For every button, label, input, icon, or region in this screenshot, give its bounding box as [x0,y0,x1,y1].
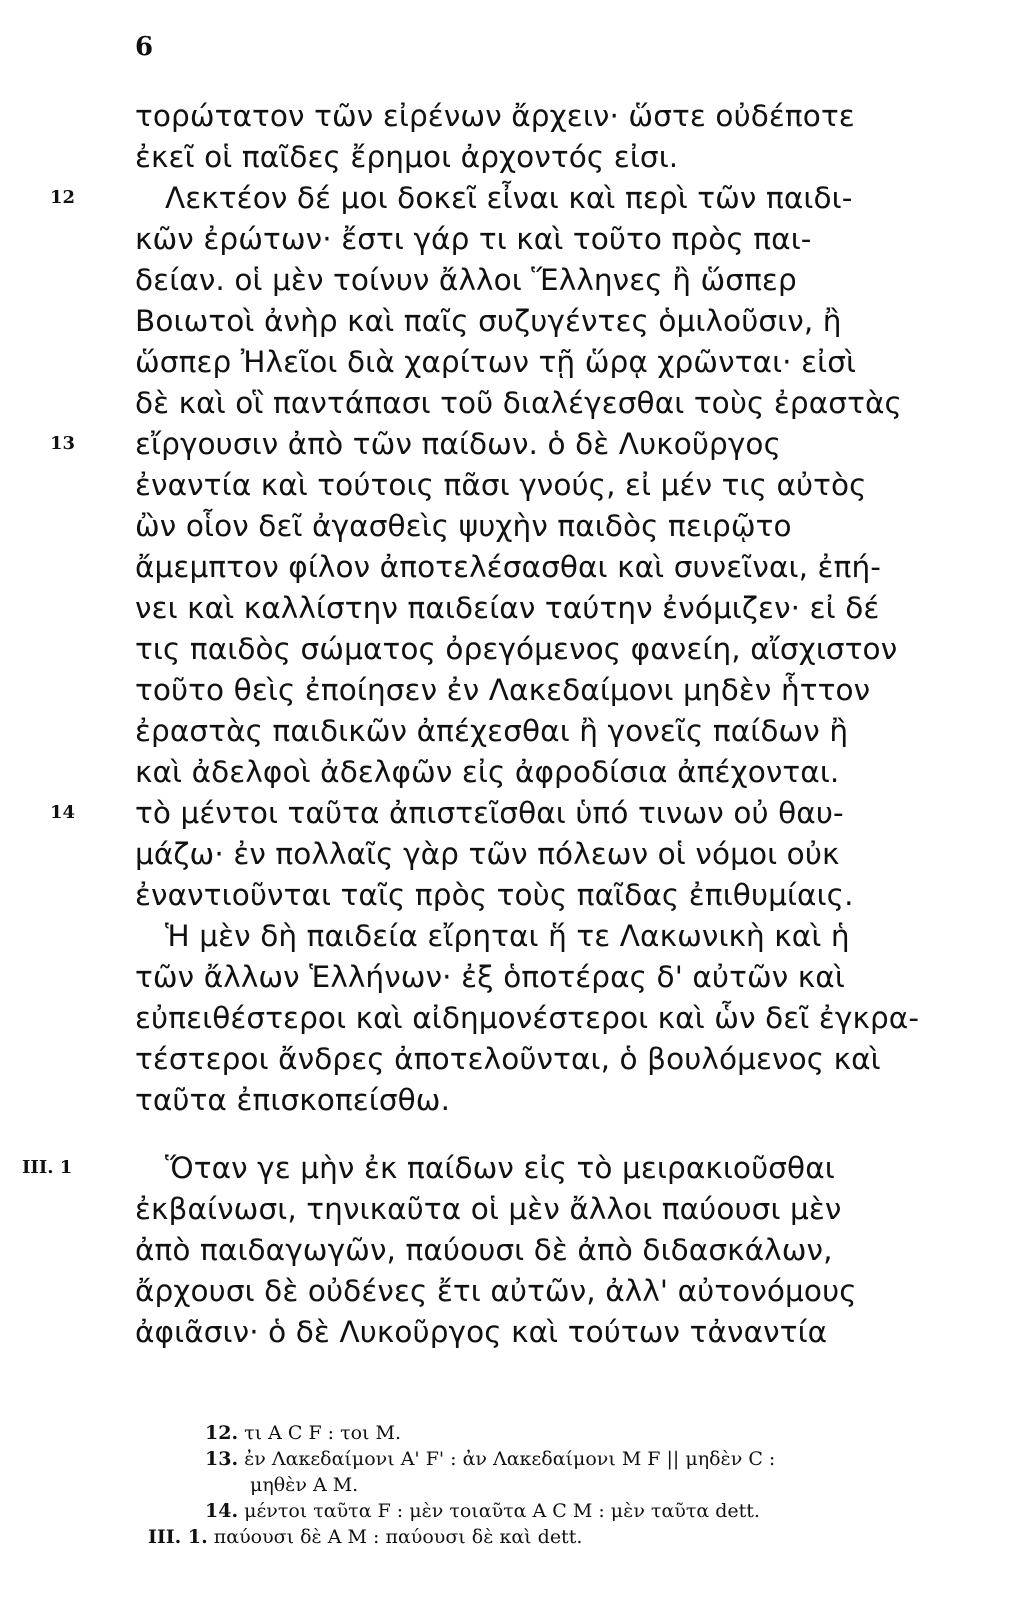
footnote [205,1446,775,1472]
text-line: ἄρχουσι δὲ οὐδένες ἔτι αὐτῶν, ἀλλ' αὐτονόμους [135,1274,857,1308]
footnote-number: III. 1. [148,1526,208,1548]
text-line: ἐναντία καὶ τούτοις πᾶσι γνούς, εἰ μέν τις αὐτὸς [135,468,867,502]
text-line: ὥσπερ Ἠλεῖοι διὰ χαρίτων τῇ ὥρᾳ χρῶνται· εἰσὶ [135,345,857,379]
text-line: ἐραστὰς παιδικῶν ἀπέχεσθαι ἢ γονεῖς παίδων ἢ [135,714,849,748]
text-line: ταῦτα ἐπισκοπείσθω. [135,1083,451,1117]
text-line: ἐκβαίνωσι, τηνικαῦτα οἱ μὲν ἄλλοι παύουσι μὲν [135,1192,842,1226]
text-line: ἄμεμπτον φίλον ἀποτελέσασθαι καὶ συνεῖναι, ἐπή- [135,550,881,584]
section-number: III. 1 [22,1157,73,1178]
text-line: μάζω· ἐν πολλαῖς γὰρ τῶν πόλεων οἱ νόμοι οὐκ [135,837,840,871]
text-line: τοῦτο θεὶς ἐποίησεν ἐν Λακεδαίμονι μηδὲν ἧττον [135,673,871,707]
text-line: νει καὶ καλλίστην παιδείαν ταύτην ἐνόμιζεν· εἰ δέ [135,591,880,625]
text-line: Βοιωτοὶ ἀνὴρ καὶ παῖς συζυγέντες ὁμιλοῦσιν, ἢ [135,304,842,338]
text-line: ἀπὸ παιδαγωγῶν, παύουσι δὲ ἀπὸ διδασκάλων, [135,1233,833,1267]
footnote-text: παύουσι δὲ A M : παύουσι δὲ καὶ dett. [213,1526,583,1548]
footnote [205,1420,401,1446]
text-line: Ὅταν γε μὴν ἐκ παίδων εἰς τὸ μειρακιοῦσθαι [165,1151,835,1185]
text-line: Λεκτέον δέ μοι δοκεῖ εἶναι καὶ περὶ τῶν παιδι- [165,181,853,215]
text-line: ὢν οἷον δεῖ ἀγασθεὶς ψυχὴν παιδὸς πειρῷτο [135,509,792,543]
footnote [205,1498,760,1524]
page-number: 6 [135,32,154,62]
section-number: 12 [50,187,76,208]
text-line: τις παιδὸς σώματος ὀρεγόμενος φανείη, αἴσχιστον [135,632,898,666]
section-number: 13 [50,433,76,454]
text-line: ἐκεῖ οἱ παῖδες ἔρημοι ἀρχοντός εἰσι. [135,140,679,174]
text-line: εἴργουσιν ἀπὸ τῶν παίδων. ὁ δὲ Λυκοῦργος [135,427,781,461]
footnote-text: μηθὲν A M. [250,1474,359,1496]
footnote-text: ἐν Λακεδαίμονι A' F' : ἀν Λακεδαίμονι M F || μηδὲν C : [244,1448,776,1470]
text-line: τέστεροι ἄνδρες ἀποτελοῦνται, ὁ βουλόμενος καὶ [135,1042,881,1076]
footnote [148,1524,582,1550]
section-number: 14 [50,802,76,823]
text-line: εὐπειθέστεροι καὶ αἰδημονέστεροι καὶ ὧν δεῖ ἐγκρα- [135,1001,920,1035]
text-line: τῶν ἄλλων Ἑλλήνων· ἐξ ὁποτέρας δ' αὐτῶν καὶ [135,960,845,994]
footnote-text: τι A C F : τοι M. [244,1422,402,1444]
footnote [250,1472,358,1498]
text-line: καὶ ἀδελφοὶ ἀδελφῶν εἰς ἀφροδίσια ἀπέχονται. [135,755,840,789]
footnote-number: 14. [205,1500,239,1522]
footnote-number: 13. [205,1448,239,1470]
text-line: τὸ μέντοι ταῦτα ἀπιστεῖσθαι ὑπό τινων οὐ θαυ- [135,796,844,830]
text-line: δείαν. οἱ μὲν τοίνυν ἄλλοι Ἕλληνες ἢ ὥσπερ [135,263,797,297]
text-line: δὲ καὶ οἳ παντάπασι τοῦ διαλέγεσθαι τοὺς ἐραστὰς [135,386,902,420]
footnote-text: μέντοι ταῦτα F : μὲν τοιαῦτα A C M : μὲν ταῦτα dett. [244,1500,760,1522]
text-line: κῶν ἐρώτων· ἔστι γάρ τι καὶ τοῦτο πρὸς παι- [135,222,812,256]
text-line: ἐναντιοῦνται ταῖς πρὸς τοὺς παῖδας ἐπιθυμίαις. [135,878,854,912]
text-line: τορώτατον τῶν εἰρένων ἄρχειν· ὥστε οὐδέποτε [135,99,855,133]
text-line: ἀφιᾶσιν· ὁ δὲ Λυκοῦργος καὶ τούτων τἀναντία [135,1315,828,1349]
text-line: Ἡ μὲν δὴ παιδεία εἴρηται ἥ τε Λακωνικὴ καὶ ἡ [165,919,850,953]
footnote-number: 12. [205,1422,239,1444]
